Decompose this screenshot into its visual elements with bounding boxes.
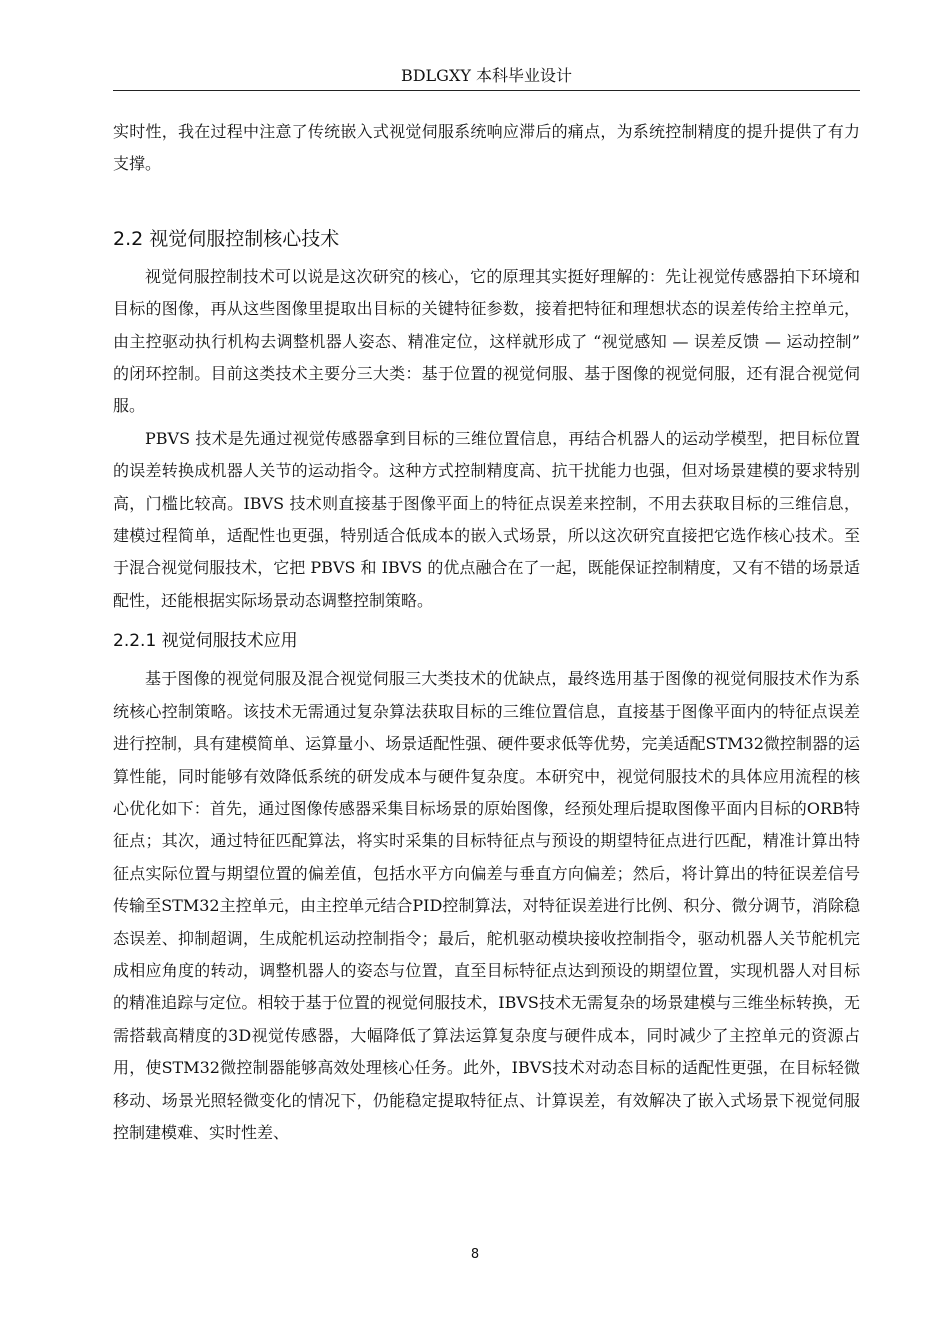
paragraph: 基于图像的视觉伺服及混合视觉伺服三大类技术的优缺点，最终选用基于图像的视觉伺服技术作为系统核心控制策略。该技术无需通过复杂算法获取目标的三维位置信息，直接基于图像平面内的特征点误差进行控制，具有建模简单、运算量小、场景适配性强、硬件要求低等优势，完美适配STM32微控制器的运算性能，同时能够有效降低系统的研发成本与硬件复杂度。本研究中，视觉伺服技术的具体应用流程的核心优化如下：首先，通过图像传感器采集目标场景的原始图像，经预处理后提取图像平面内目标的ORB特征点；其次，通过特征匹配算法，将实时采集的目标特征点与预设的期望特征点进行匹配，精准计算出特征点实际位置与期望位置的偏差值，包括水平方向偏差与垂直方向偏差；然后，将计算出的特征误差信号传输至STM32主控单元，由主控单元结合PID控制算法，对特征误差进行比例、积分、微分调节，消除稳态误差、抑制超调，生成舵机运动控制指令；最后，舵机驱动模块接收控制指令，驱动机器人关节舵机完成相应角度的转动，调整机器人的姿态与位置，直至目标特征点达到预设的期望位置，实现机器人对目标的精准追踪与定位。相较于基于位置的视觉伺服技术，IBVS技术无需复杂的场景建模与三维坐标转换，无需搭载高精度的3D视觉传感器，大幅降低了算法运算复杂度与硬件成本，同时减少了主控单元的资源占用，使STM32微控制器能够高效处理核心任务。此外，IBVS技术对动态目标的适配性更强，在目标轻微移动、场景光照轻微变化的情况下，仍能稳定提取特征点、计算误差，有效解决了嵌入式场景下视觉伺服控制建模难、实时性差、 — [113, 669, 860, 1142]
page-header: BDLGXY 本科毕业设计 — [113, 63, 860, 91]
paragraph: PBVS 技术是先通过视觉传感器拿到目标的三维位置信息，再结合机器人的运动学模型，把目标位置的误差转换成机器人关节的运动指令。这种方式控制精度高、抗干扰能力也强，但对场景建模的要求特别高，门槛比较高。IBVS 技术则直接基于图像平面上的特征点误差来控制，不用去获取目标的三维信息，建模过程简单，适配性也更强，特别适合低成本的嵌入式场景，所以这次研究直接把它选作核心技术。至于混合视觉伺服技术，它把 PBVS 和 IBVS 的优点融合在了一起，既能保证控制精度，又有不错的场景适配性，还能根据实际场景动态调整控制策略。 — [113, 428, 860, 610]
section-heading-2-2-1: 2.2.1 视觉伺服技术应用 — [113, 631, 298, 652]
page-number: 8 — [470, 1247, 480, 1262]
continuation-paragraph: 实时性，我在过程中注意了传统嵌入式视觉伺服系统响应滞后的痛点，为系统控制精度的提升提供了有力支撑。 — [113, 122, 860, 174]
page-body — [113, 116, 860, 1149]
paragraph: 视觉伺服控制技术可以说是这次研究的核心，它的原理其实挺好理解的：先让视觉传感器拍下环境和目标的图像，再从这些图像里提取出目标的关键特征参数，接着把特征和理想状态的误差传给主控单元，由主控驱动执行机构去调整机器人姿态、精准定位，这样就形成了 “视觉感知 — 误差反馈 — 运动控制” 的闭环控制。目前这类技术主要分三大类：基于位置的视觉伺服、基于图像的视觉伺服，还有混合视觉伺服。 — [113, 266, 860, 416]
section-heading-2-2: 2.2 视觉伺服控制核心技术 — [113, 227, 340, 250]
